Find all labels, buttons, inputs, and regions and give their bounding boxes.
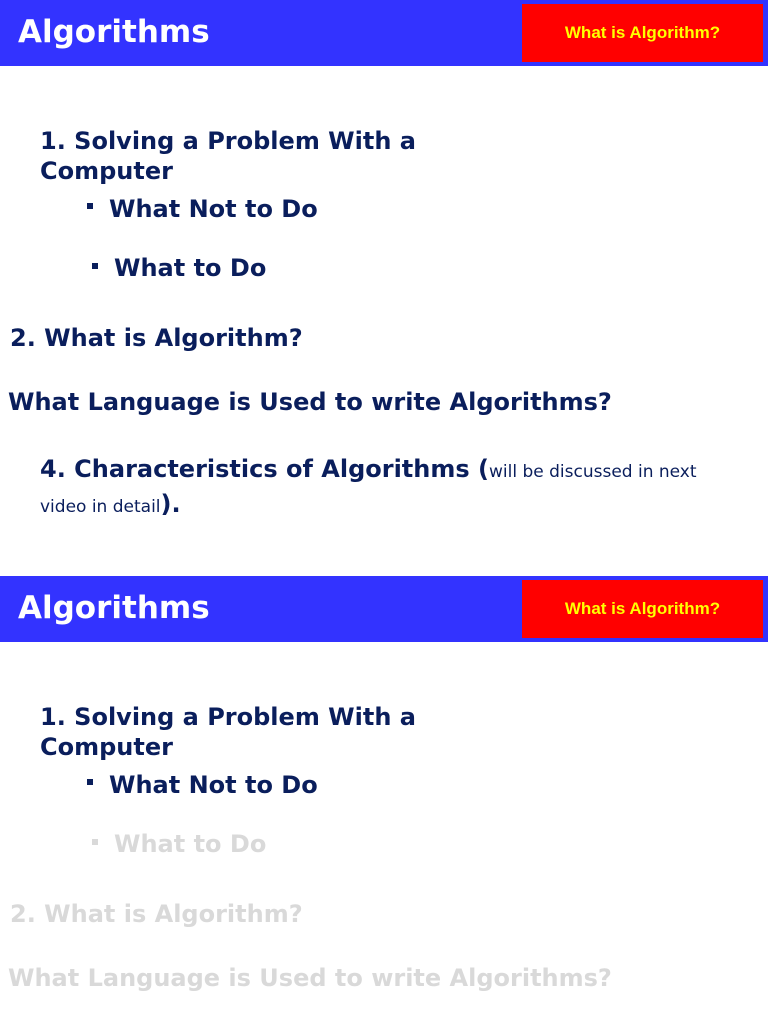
item-3: What Language is Used to write Algorithms? [8, 964, 612, 992]
sub-item-what-not-to-do: What Not to Do [109, 195, 318, 223]
square-bullet-icon [87, 203, 93, 209]
sub-item-what-not-to-do: What Not to Do [109, 771, 318, 799]
square-bullet-icon [92, 839, 98, 845]
item-1-line-1: 1. Solving a Problem With a [40, 703, 416, 731]
item-1-line-1: 1. Solving a Problem With a [40, 127, 416, 155]
item-4-note: will be discussed in next [488, 462, 697, 482]
topic-badge [522, 580, 763, 638]
topic-badge [522, 4, 763, 62]
item-1-line-2: Computer [40, 733, 173, 761]
item-4 [40, 455, 697, 483]
square-bullet-icon [87, 779, 93, 785]
item-2: 2. What is Algorithm? [10, 324, 303, 352]
item-4-cont [40, 490, 181, 518]
sub-item-what-to-do: What to Do [114, 830, 267, 858]
slide-header [0, 0, 768, 66]
sub-item-what-to-do: What to Do [114, 254, 267, 282]
slide-header [0, 576, 768, 642]
item-4-note-2: video in detail [40, 497, 161, 517]
slide-2 [0, 576, 768, 1024]
item-2: 2. What is Algorithm? [10, 900, 303, 928]
item-4-end: ). [160, 490, 181, 518]
square-bullet-icon [92, 263, 98, 269]
item-4-main: 4. Characteristics of Algorithms ( [40, 455, 489, 483]
header-title: Algorithms [18, 14, 210, 50]
header-title: Algorithms [18, 590, 210, 626]
item-3: What Language is Used to write Algorithms? [8, 388, 612, 416]
topic-badge-label: What is Algorithm? [564, 599, 721, 618]
topic-badge-label: What is Algorithm? [564, 23, 721, 42]
item-1-line-2: Computer [40, 157, 173, 185]
